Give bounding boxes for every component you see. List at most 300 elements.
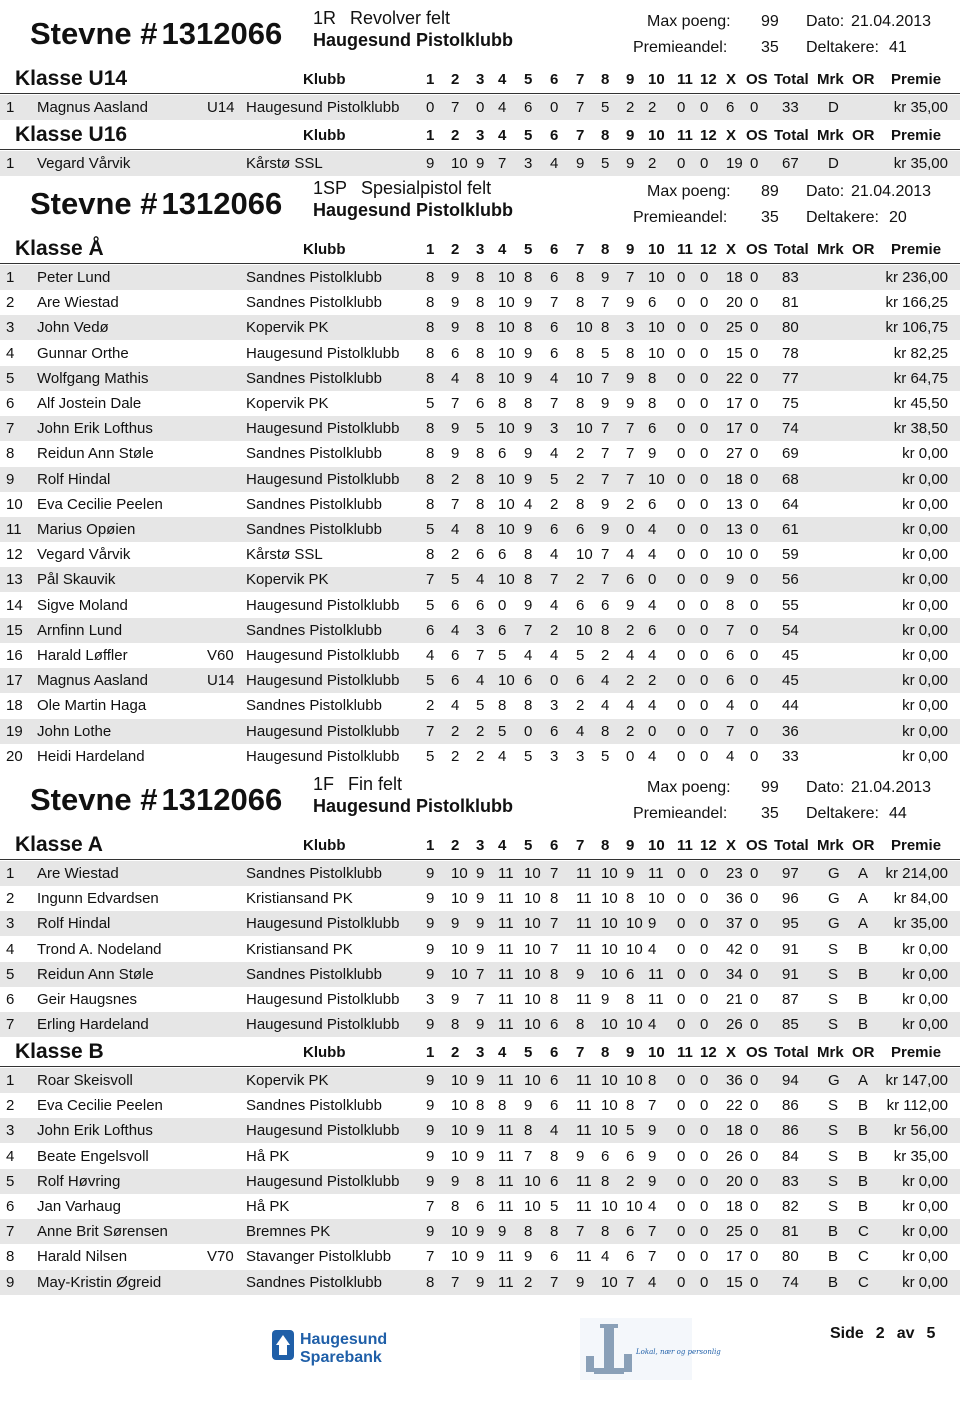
series-score-11: 0 <box>677 521 686 538</box>
dato-value: 21.04.2013 <box>851 13 932 30</box>
series-score-7: 10 <box>576 420 593 438</box>
col-mrk: Mrk <box>817 127 844 144</box>
event-name: Fin felt <box>348 774 403 794</box>
series-score-1: 9 <box>426 1122 435 1140</box>
result-row <box>0 315 960 340</box>
series-score-7: 2 <box>576 697 585 715</box>
rank: 4 <box>6 940 15 958</box>
series-score-6: 8 <box>550 965 559 983</box>
series-score-3: 6 <box>476 395 485 412</box>
col-series-8: 8 <box>601 837 610 854</box>
col-klubb: Klubb <box>303 71 346 88</box>
col-x: X <box>726 837 737 854</box>
series-score-10: 10 <box>648 269 665 286</box>
premie-amount: kr 0,00 <box>902 697 948 715</box>
club-name: Haugesund Pistolklubb <box>246 596 400 614</box>
series-score-4: 10 <box>498 269 515 286</box>
merit-mark: S <box>828 965 839 983</box>
series-score-1: 8 <box>426 369 435 387</box>
series-score-6: 6 <box>550 521 559 538</box>
col-os: OS <box>746 1044 768 1061</box>
premie-amount: kr 112,00 <box>886 1097 948 1115</box>
total-score: 80 <box>782 319 799 337</box>
shooter-name: Rolf Høvring <box>37 1172 121 1190</box>
col-series-8: 8 <box>601 127 610 144</box>
total-score: 64 <box>782 495 799 513</box>
result-row <box>0 618 960 643</box>
total-score: 81 <box>782 1223 799 1241</box>
series-score-10: 6 <box>648 621 657 639</box>
premie-amount: kr 35,00 <box>893 915 948 933</box>
series-score-12: 0 <box>700 1248 709 1266</box>
age-class: V60 <box>207 647 234 664</box>
premie-amount: kr 214,00 <box>885 865 948 882</box>
result-row <box>0 1169 960 1194</box>
os-score: 0 <box>750 647 759 664</box>
series-score-11: 0 <box>677 571 686 589</box>
dato-label: Dato: <box>806 13 845 30</box>
series-score-6: 7 <box>550 940 559 958</box>
total-score: 82 <box>782 1198 799 1215</box>
total-score: 33 <box>782 99 799 116</box>
series-score-12: 0 <box>700 1198 709 1215</box>
series-score-7: 9 <box>576 1273 585 1291</box>
series-score-5: 0 <box>524 722 533 740</box>
club-name: Haugesund Pistolklubb <box>246 991 400 1008</box>
or-mark: B <box>858 1198 869 1215</box>
series-score-4: 5 <box>498 647 507 664</box>
series-score-1: 2 <box>426 697 435 715</box>
max-poeng-value: 99 <box>761 779 779 796</box>
premie-amount: kr 0,00 <box>902 1223 948 1241</box>
series-score-7: 4 <box>576 722 585 740</box>
series-score-8: 4 <box>601 1248 610 1266</box>
series-score-9: 10 <box>626 940 643 958</box>
class-header <box>0 1040 960 1067</box>
col-or: OR <box>852 71 875 88</box>
series-score-9: 6 <box>626 1248 635 1266</box>
class-title: Klasse A <box>15 833 103 856</box>
premie-amount: kr 0,00 <box>902 521 948 538</box>
merit-mark: S <box>828 940 839 958</box>
series-score-2: 6 <box>451 596 460 614</box>
col-series-3: 3 <box>476 837 485 854</box>
os-score: 0 <box>750 369 759 387</box>
series-score-2: 9 <box>451 420 460 438</box>
total-score: 36 <box>782 722 799 740</box>
series-score-3: 6 <box>476 596 485 614</box>
shooter-name: Harald Løffler <box>37 647 128 664</box>
series-score-3: 8 <box>476 344 485 362</box>
col-series-5: 5 <box>524 241 533 258</box>
series-score-10: 7 <box>648 1097 657 1115</box>
col-series-3: 3 <box>476 1044 485 1061</box>
series-score-8: 8 <box>601 1172 610 1190</box>
premie-amount: kr 0,00 <box>902 1172 948 1190</box>
col-series-1: 1 <box>426 241 435 258</box>
result-row <box>0 1244 960 1269</box>
series-score-3: 9 <box>476 1223 485 1241</box>
col-series-8: 8 <box>601 241 610 258</box>
col-premie: Premie <box>891 1044 942 1061</box>
series-score-12: 0 <box>700 722 709 740</box>
col-or: OR <box>852 1044 875 1061</box>
series-score-11: 0 <box>677 344 686 362</box>
result-row <box>0 1144 960 1169</box>
monument-slogan-logo <box>580 1318 721 1380</box>
series-score-9: 8 <box>626 1097 635 1115</box>
or-mark: B <box>858 940 869 958</box>
series-score-12: 0 <box>700 672 709 690</box>
series-score-10: 2 <box>648 99 657 116</box>
col-series-9: 9 <box>626 1044 635 1061</box>
club-name: Sandnes Pistolklubb <box>246 445 382 463</box>
rank: 6 <box>6 1198 15 1215</box>
premieandel-label: Premieandel: <box>633 805 728 822</box>
series-score-3: 7 <box>476 991 485 1008</box>
club-name: Sandnes Pistolklubb <box>246 294 382 312</box>
series-score-10: 4 <box>648 940 657 958</box>
series-score-7: 2 <box>576 445 585 463</box>
shooter-name: Are Wiestad <box>37 865 119 882</box>
series-score-5: 4 <box>524 495 533 513</box>
series-score-11: 0 <box>677 697 686 715</box>
stevne-number: 1312066 <box>161 186 283 221</box>
series-score-10: 8 <box>648 395 657 412</box>
series-score-4: 11 <box>498 1198 514 1215</box>
series-score-6: 8 <box>550 991 559 1008</box>
result-row <box>0 492 960 517</box>
series-score-5: 7 <box>524 621 533 639</box>
premie-amount: kr 0,00 <box>902 621 948 639</box>
series-score-11: 0 <box>677 1223 686 1241</box>
series-score-6: 6 <box>550 1072 559 1089</box>
col-series-7: 7 <box>576 71 585 88</box>
series-score-5: 7 <box>524 1147 533 1165</box>
series-score-9: 7 <box>626 445 635 463</box>
series-score-4: 8 <box>498 1097 507 1115</box>
or-mark: B <box>858 991 869 1008</box>
col-series-8: 8 <box>601 71 610 88</box>
series-score-2: 9 <box>451 319 460 337</box>
rank: 4 <box>6 344 15 362</box>
rank: 13 <box>6 571 23 589</box>
series-score-6: 5 <box>550 1198 559 1215</box>
age-class: U14 <box>207 99 235 116</box>
series-score-6: 2 <box>550 495 559 513</box>
series-score-4: 10 <box>498 571 515 589</box>
or-mark: A <box>858 1072 869 1089</box>
col-mrk: Mrk <box>817 71 844 88</box>
premie-amount: kr 35,00 <box>893 99 948 116</box>
series-score-8: 9 <box>601 495 610 513</box>
deltakere-label: Deltakere: <box>806 209 879 226</box>
series-score-1: 5 <box>426 596 435 614</box>
result-row <box>0 861 960 886</box>
series-score-9: 3 <box>626 319 635 337</box>
series-score-3: 2 <box>476 722 485 740</box>
series-score-9: 2 <box>626 621 635 639</box>
series-score-1: 9 <box>426 1097 435 1115</box>
col-or: OR <box>852 241 875 258</box>
series-score-4: 11 <box>498 1072 514 1089</box>
os-score: 0 <box>750 1122 759 1140</box>
x-count: 18 <box>726 470 743 488</box>
series-score-8: 10 <box>601 1198 618 1215</box>
series-score-6: 8 <box>550 1147 559 1165</box>
series-score-5: 9 <box>524 521 533 538</box>
total-score: 83 <box>782 1172 799 1190</box>
event-type <box>313 774 402 795</box>
series-score-3: 3 <box>476 621 485 639</box>
col-klubb: Klubb <box>303 241 346 258</box>
col-series-9: 9 <box>626 71 635 88</box>
series-score-5: 4 <box>524 647 533 664</box>
premie-amount: kr 84,00 <box>893 890 948 908</box>
stevne-label: Stevne # <box>30 16 158 51</box>
shooter-name: Rolf Hindal <box>37 915 111 933</box>
series-score-1: 8 <box>426 269 435 286</box>
merit-mark: D <box>828 155 839 172</box>
series-score-3: 9 <box>476 1273 485 1291</box>
shooter-name: John Lothe <box>37 722 112 740</box>
series-score-7: 6 <box>576 672 585 690</box>
series-score-7: 7 <box>576 1223 585 1241</box>
series-score-1: 9 <box>426 965 435 983</box>
series-score-5: 10 <box>524 1072 541 1089</box>
col-premie: Premie <box>891 127 942 144</box>
sponsor-name-line2: Sparebank <box>300 1349 382 1366</box>
total-score: 45 <box>782 672 799 690</box>
club-name: Sandnes Pistolklubb <box>246 495 382 513</box>
series-score-12: 0 <box>700 495 709 513</box>
series-score-7: 11 <box>576 1198 592 1215</box>
os-score: 0 <box>750 890 759 908</box>
series-score-12: 0 <box>700 445 709 463</box>
series-score-9: 8 <box>626 344 635 362</box>
series-score-6: 4 <box>550 546 559 564</box>
result-row <box>0 643 960 668</box>
os-score: 0 <box>750 470 759 488</box>
x-count: 20 <box>726 294 743 312</box>
series-score-6: 7 <box>550 395 559 412</box>
series-score-7: 11 <box>576 1248 592 1266</box>
col-series-1: 1 <box>426 71 435 88</box>
x-count: 13 <box>726 495 743 513</box>
series-score-2: 10 <box>451 155 468 172</box>
series-score-11: 0 <box>677 1072 686 1089</box>
series-score-4: 6 <box>498 546 507 564</box>
club-name: Bremnes PK <box>246 1223 331 1241</box>
series-score-12: 0 <box>700 915 709 933</box>
series-score-11: 0 <box>677 915 686 933</box>
series-score-4: 4 <box>498 99 507 116</box>
col-series-7: 7 <box>576 241 585 258</box>
series-score-10: 4 <box>648 521 657 538</box>
series-score-9: 0 <box>626 747 635 765</box>
col-or: OR <box>852 127 875 144</box>
os-score: 0 <box>750 294 759 312</box>
dato-label: Dato: <box>806 183 845 200</box>
shooter-name: Geir Haugsnes <box>37 991 138 1008</box>
series-score-1: 3 <box>426 991 435 1008</box>
shooter-name: Are Wiestad <box>37 294 119 312</box>
series-score-7: 2 <box>576 571 585 589</box>
shooter-name: Magnus Aasland <box>37 99 148 116</box>
series-score-10: 4 <box>648 697 657 715</box>
series-score-6: 7 <box>550 1273 559 1291</box>
rank: 8 <box>6 445 15 463</box>
rank: 18 <box>6 697 23 715</box>
series-score-11: 0 <box>677 647 686 664</box>
series-score-8: 5 <box>601 747 610 765</box>
col-series-4: 4 <box>498 1044 507 1061</box>
event-header <box>0 774 960 824</box>
x-count: 15 <box>726 344 743 362</box>
series-score-10: 9 <box>648 1122 657 1140</box>
series-score-5: 8 <box>524 571 533 589</box>
rank: 2 <box>6 294 15 312</box>
series-score-12: 0 <box>700 991 709 1008</box>
x-count: 7 <box>726 621 735 639</box>
series-score-8: 10 <box>601 1122 618 1140</box>
total-score: 77 <box>782 369 799 387</box>
series-score-2: 10 <box>451 1147 468 1165</box>
series-score-4: 11 <box>498 1248 514 1266</box>
result-row <box>0 693 960 718</box>
series-score-3: 8 <box>476 495 485 513</box>
result-row <box>0 416 960 441</box>
series-score-5: 8 <box>524 319 533 337</box>
series-score-5: 10 <box>524 865 541 882</box>
series-score-8: 9 <box>601 991 610 1008</box>
series-score-5: 8 <box>524 269 533 286</box>
col-mrk: Mrk <box>817 1044 844 1061</box>
club-name: Sandnes Pistolklubb <box>246 269 382 286</box>
series-score-2: 4 <box>451 521 460 538</box>
premieandel-value: 35 <box>761 805 779 822</box>
shooter-name: Roar Skeisvoll <box>37 1072 133 1089</box>
side-label: Side <box>830 1325 864 1342</box>
series-score-2: 7 <box>451 1273 460 1291</box>
class-header <box>0 67 960 94</box>
col-series-2: 2 <box>451 71 460 88</box>
result-row <box>0 95 960 120</box>
os-score: 0 <box>750 1072 759 1089</box>
os-score: 0 <box>750 1198 759 1215</box>
series-score-5: 10 <box>524 1172 541 1190</box>
series-score-6: 6 <box>550 1097 559 1115</box>
os-score: 0 <box>750 596 759 614</box>
os-score: 0 <box>750 621 759 639</box>
col-total: Total <box>774 837 809 854</box>
class-title: Klasse U14 <box>15 67 128 90</box>
series-score-12: 0 <box>700 865 709 882</box>
series-score-11: 0 <box>677 99 686 116</box>
merit-mark: S <box>828 1172 839 1190</box>
club-name: Haugesund Pistolklubb <box>246 344 400 362</box>
col-os: OS <box>746 241 768 258</box>
series-score-1: 8 <box>426 319 435 337</box>
shooter-name: Wolfgang Mathis <box>37 369 149 387</box>
series-score-8: 7 <box>601 369 610 387</box>
series-score-2: 7 <box>451 395 460 412</box>
or-mark: A <box>858 865 869 882</box>
series-score-5: 6 <box>524 99 533 116</box>
col-series-12: 12 <box>700 241 717 258</box>
series-score-12: 0 <box>700 1097 709 1115</box>
col-total: Total <box>774 241 809 258</box>
club-name: Sandnes Pistolklubb <box>246 965 382 983</box>
club-name: Sandnes Pistolklubb <box>246 1273 382 1291</box>
merit-mark: S <box>828 1016 839 1034</box>
result-row <box>0 719 960 744</box>
shooter-name: Rolf Hindal <box>37 470 111 488</box>
series-score-7: 10 <box>576 621 593 639</box>
series-score-1: 9 <box>426 1072 435 1089</box>
series-score-7: 11 <box>576 991 592 1008</box>
os-score: 0 <box>750 571 759 589</box>
series-score-11: 0 <box>677 890 686 908</box>
x-count: 10 <box>726 546 743 564</box>
series-score-12: 0 <box>700 647 709 664</box>
series-score-2: 9 <box>451 269 460 286</box>
col-series-5: 5 <box>524 127 533 144</box>
series-score-7: 5 <box>576 647 585 664</box>
series-score-12: 0 <box>700 1122 709 1140</box>
col-series-12: 12 <box>700 71 717 88</box>
col-series-11: 11 <box>677 241 693 258</box>
col-x: X <box>726 71 737 88</box>
premie-amount: kr 0,00 <box>902 747 948 765</box>
club-name: Hå PK <box>246 1147 290 1165</box>
series-score-2: 9 <box>451 445 460 463</box>
rank: 2 <box>6 1097 15 1115</box>
shooter-name: May-Kristin Øgreid <box>37 1273 162 1291</box>
premie-amount: kr 0,00 <box>902 1198 948 1215</box>
col-series-6: 6 <box>550 241 559 258</box>
series-score-10: 9 <box>648 1147 657 1165</box>
series-score-5: 9 <box>524 1248 533 1266</box>
series-score-1: 8 <box>426 1273 435 1291</box>
event-club: Haugesund Pistolklubb <box>313 796 514 816</box>
series-score-8: 6 <box>601 1147 610 1165</box>
rank: 9 <box>6 470 15 488</box>
series-score-11: 0 <box>677 1248 686 1266</box>
series-score-5: 6 <box>524 672 533 690</box>
shooter-name: Reidun Ann Støle <box>37 965 154 983</box>
shooter-name: Heidi Hardeland <box>37 747 145 765</box>
series-score-9: 10 <box>626 1198 643 1215</box>
result-row <box>0 593 960 618</box>
series-score-12: 0 <box>700 1147 709 1165</box>
series-score-4: 11 <box>498 1147 514 1165</box>
max-poeng-value: 99 <box>761 13 779 30</box>
os-score: 0 <box>750 965 759 983</box>
class-header <box>0 833 960 860</box>
series-score-6: 8 <box>550 890 559 908</box>
x-count: 23 <box>726 865 743 882</box>
series-score-11: 0 <box>677 155 686 172</box>
shooter-name: John Erik Lofthus <box>37 1122 153 1140</box>
series-score-4: 11 <box>498 890 514 908</box>
series-score-2: 7 <box>451 99 460 116</box>
series-score-10: 4 <box>648 596 657 614</box>
series-score-2: 7 <box>451 495 460 513</box>
series-score-4: 11 <box>498 1122 514 1140</box>
series-score-4: 9 <box>498 1223 507 1241</box>
merit-mark: D <box>828 99 839 116</box>
